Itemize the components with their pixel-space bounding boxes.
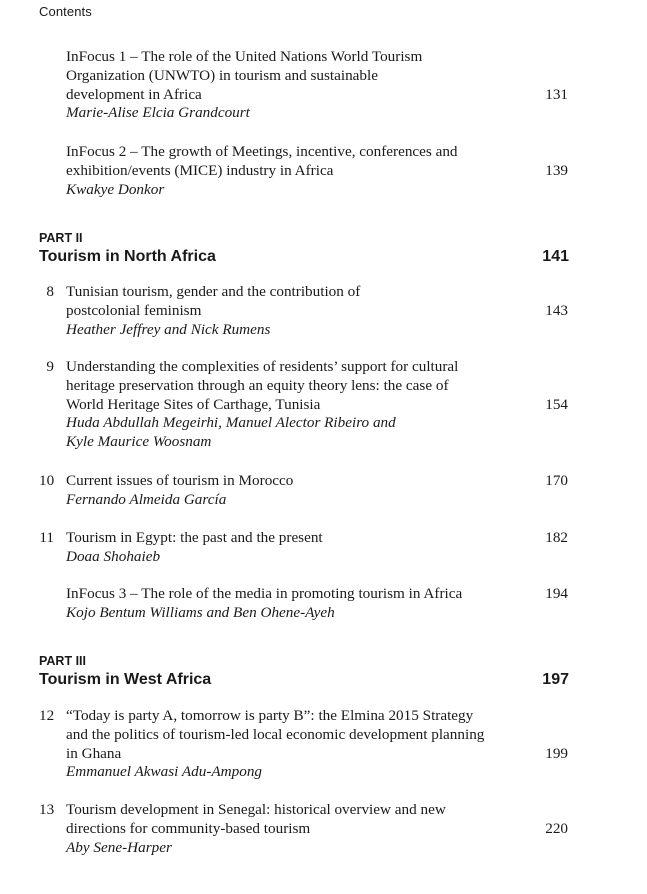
part-title: Tourism in West Africa — [39, 671, 212, 688]
entry-title-line: in Ghana — [66, 744, 122, 762]
part-label: PART III — [39, 654, 86, 668]
entry-author: Kojo Bentum Williams and Ben Ohene-Ayeh — [66, 603, 335, 621]
chapter-number: 9 — [46, 358, 54, 375]
entry-title-line: World Heritage Sites of Carthage, Tunisia — [66, 395, 321, 413]
running-head: Contents — [39, 4, 92, 19]
part-heading-3[interactable] — [39, 654, 569, 690]
part-title: Tourism in North Africa — [39, 248, 216, 265]
entry-title-line: InFocus 1 – The role of the United Nations World Tourism — [66, 48, 423, 65]
entry-author: Doaa Shohaieb — [66, 547, 161, 565]
chapter-number: 13 — [39, 801, 55, 818]
page-number: 199 — [545, 744, 568, 762]
entry-title-line: development in Africa — [66, 85, 202, 103]
entry-title-line: heritage preservation through an equity theory lens: the case of — [66, 376, 449, 394]
page-number: 170 — [545, 472, 568, 489]
entry-title-line: postcolonial feminism — [66, 301, 202, 319]
entry-title-line: InFocus 2 – The growth of Meetings, incentive, conferences and — [66, 143, 458, 160]
chapter-number: 10 — [39, 472, 55, 489]
entry-title-line: “Today is party A, tomorrow is party B”: the Elmina 2015 Strategy — [66, 707, 474, 724]
entry-author: Emmanuel Akwasi Adu-Ampong — [66, 763, 263, 781]
entry-author: Huda Abdullah Megeirhi, Manuel Alector Ribeiro and — [66, 414, 396, 432]
entry-author: Kwakye Donkor — [66, 180, 165, 198]
page-number: 131 — [545, 85, 568, 103]
entry-author: Kyle Maurice Woosnam — [66, 433, 212, 451]
page-number: 182 — [545, 529, 568, 546]
entry-title-line: Organization (UNWTO) in tourism and sustainable — [66, 66, 378, 84]
page-number: 194 — [545, 585, 568, 602]
page-number: 220 — [545, 819, 568, 837]
entry-title-line: exhibition/events (MICE) industry in Africa — [66, 161, 334, 179]
entry-author: Marie-Alise Elcia Grandcourt — [66, 104, 250, 122]
entry-author: Aby Sene-Harper — [66, 838, 172, 856]
entry-title-line: Tourism in Egypt: the past and the present — [66, 529, 323, 546]
entry-author: Heather Jeffrey and Nick Rumens — [66, 320, 271, 338]
entry-title-line: Current issues of tourism in Morocco — [66, 472, 294, 489]
part-page-number: 197 — [542, 671, 569, 688]
entry-title-line: directions for community-based tourism — [66, 819, 311, 837]
chapter-number: 11 — [39, 529, 54, 546]
entry-author: Fernando Almeida García — [66, 490, 227, 508]
entry-title-line: and the politics of tourism-led local economic development planning — [66, 725, 485, 743]
entry-title-line: Tourism development in Senegal: historical overview and new — [66, 801, 446, 818]
entry-title-line: Understanding the complexities of residents’ support for cultural — [66, 358, 459, 375]
page-number: 143 — [545, 301, 568, 319]
part-label: PART II — [39, 231, 83, 245]
part-heading-2[interactable] — [39, 231, 569, 267]
page-number: 139 — [545, 161, 568, 179]
part-page-number: 141 — [542, 248, 569, 265]
chapter-number: 12 — [39, 707, 55, 724]
page-number: 154 — [545, 395, 568, 413]
entry-title-line: Tunisian tourism, gender and the contribution of — [66, 283, 361, 300]
chapter-number: 8 — [46, 283, 54, 300]
entry-title-line: InFocus 3 – The role of the media in promoting tourism in Africa — [66, 585, 463, 602]
